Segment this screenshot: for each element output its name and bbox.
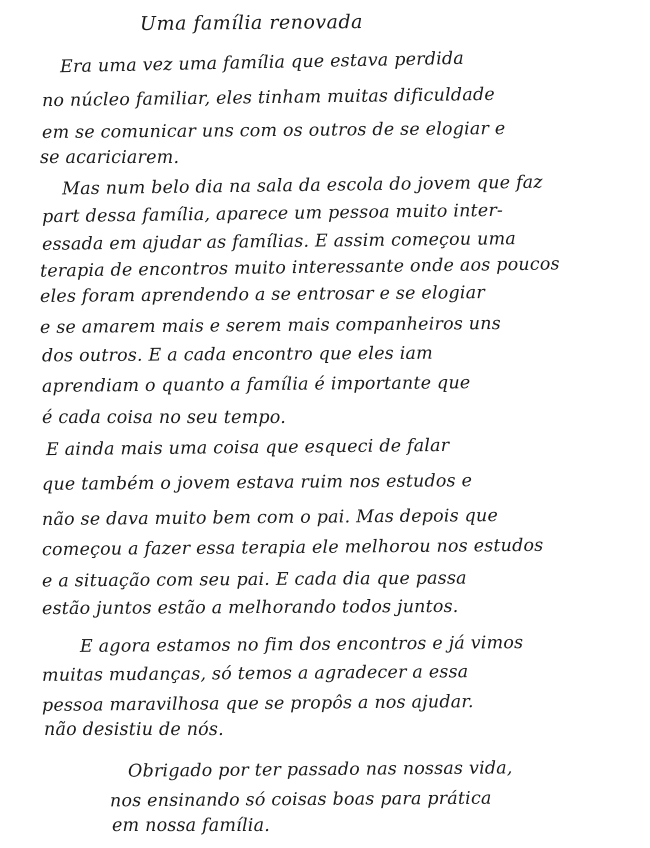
paragraph-4-line-3: pessoa maravilhosa que se propôs a nos ajudar. [41, 692, 474, 716]
paragraph-5-line-1: Obrigado por ter passado nas nossas vida, [127, 758, 513, 782]
paragraph-5-line-3: em nossa família. [112, 816, 270, 836]
paragraph-2-line-2: part dessa família, aparece um pessoa muito inter- [41, 200, 504, 228]
paragraph-4-line-4: não desistiu de nós. [44, 720, 224, 740]
paragraph-5-line-2: nos ensinando só coisas boas para prática [109, 788, 492, 812]
paragraph-4-line-2: muitas mudanças, só temos a agradecer a essa [41, 662, 469, 686]
paragraph-3-line-2: que também o jovem estava ruim nos estudos e [41, 471, 473, 495]
paragraph-1-line-1: Era uma vez uma família que estava perdida [59, 48, 465, 78]
paragraph-2-line-9: é cada coisa no seu tempo. [42, 408, 286, 428]
paragraph-4-line-1: E agora estamos no fim dos encontros e já vimos [79, 633, 524, 657]
paragraph-2-line-7: dos outros. E a cada encontro que eles iam [41, 343, 433, 367]
paragraph-2-line-1: Mas num belo dia na sala da escola do jovem que faz [61, 172, 543, 200]
paragraph-1-line-3: em se comunicar uns com os outros de se elogiar e [41, 118, 506, 144]
paragraph-1-line-2: no núcleo familiar, eles tinham muitas dificuldade [41, 84, 495, 112]
paragraph-1-line-4: se acariciarem. [40, 148, 180, 168]
paragraph-3-line-1: E ainda mais uma coisa que esqueci de falar [45, 435, 450, 461]
paragraph-2-line-8: aprendiam o quanto a família é importante que [41, 373, 471, 397]
paragraph-3-line-5: e a situação com seu pai. E cada dia que passa [41, 568, 467, 592]
paragraph-2-line-3: essada em ajudar as famílias. E assim começou uma [41, 229, 517, 255]
paragraph-2-line-5: eles foram aprendendo a se entrosar e se elogiar [39, 283, 485, 307]
paragraph-3-line-6: estão juntos estão a melhorando todos juntos. [41, 596, 459, 620]
paragraph-3-line-3: não se dava muito bem com o pai. Mas depois que [41, 506, 499, 530]
paragraph-2-line-6: e se amarem mais e serem mais companheiros uns [39, 313, 501, 339]
page-title: Uma família renovada [139, 11, 364, 35]
paragraph-3-line-4: começou a fazer essa terapia ele melhorou nos estudos [41, 535, 544, 561]
paragraph-2-line-4: terapia de encontros muito interessante onde aos poucos [39, 254, 560, 282]
